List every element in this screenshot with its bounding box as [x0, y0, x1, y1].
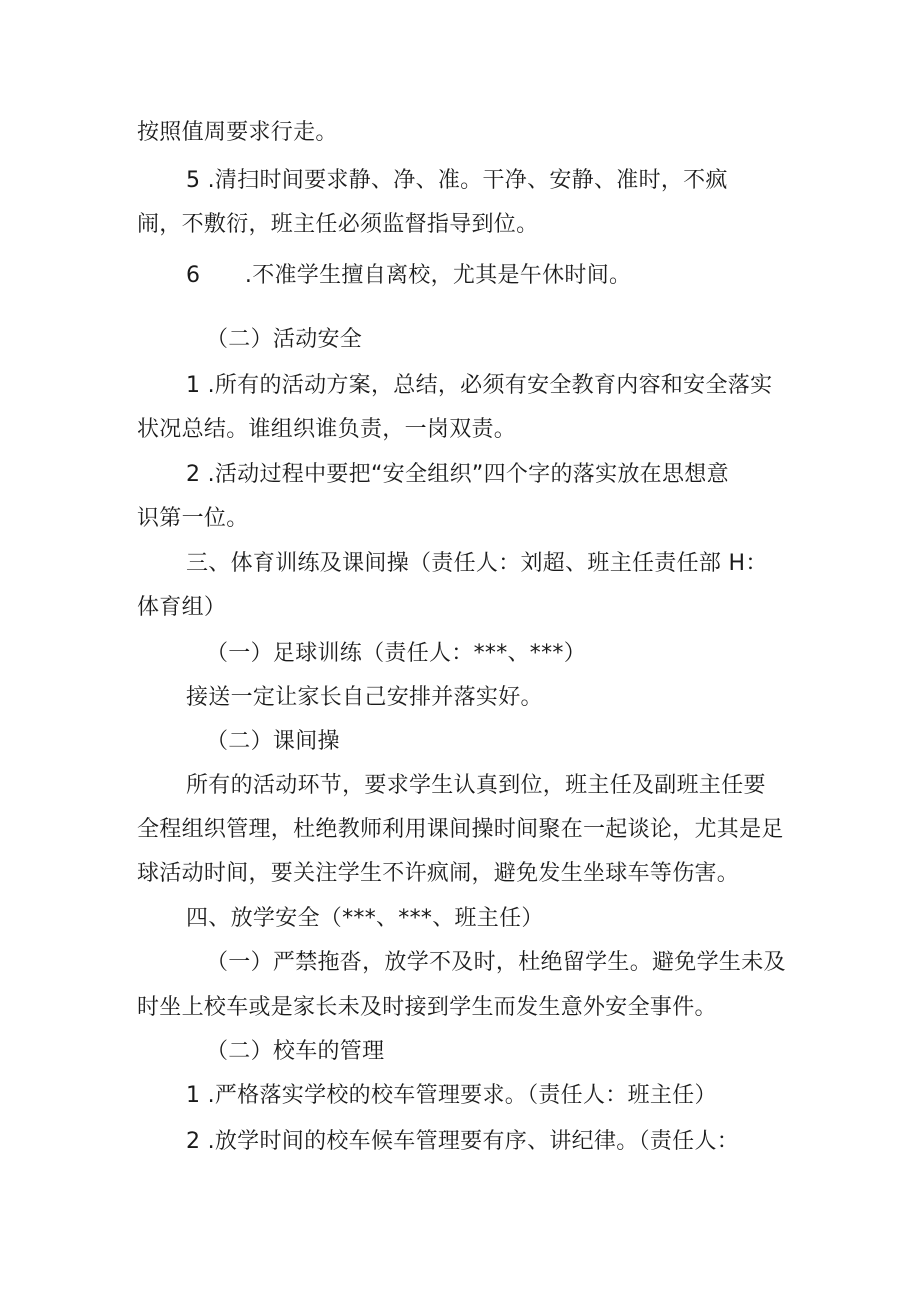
paragraph-line: 球活动时间，要关注学生不许疯闹，避免发生坐球车等伤害。 [137, 861, 740, 886]
paragraph-line: （一）严禁拖沓，放学不及时，杜绝留学生。避免学生未及 [206, 950, 786, 975]
section-heading: 四、放学安全（***、***、班主任） [186, 906, 544, 931]
paragraph-line: 所有的活动环节，要求学生认真到位，班主任及副班主任要 [186, 773, 766, 798]
paragraph-line: 全程组织管理，杜绝教师利用课间操时间聚在一起谈论，尤其是足 [137, 817, 784, 842]
section-heading: （二）校车的管理 [206, 1039, 385, 1064]
section-heading: 三、体育训练及课间操（责任人：刘超、班主任责任部 H： [186, 551, 768, 576]
paragraph-line: 体育组） [137, 595, 227, 620]
paragraph-line: 按照值周要求行走。 [137, 120, 338, 145]
paragraph-line: 闹，不敷衍，班主任必须监督指导到位。 [137, 212, 539, 237]
paragraph-line: 时坐上校车或是家长未及时接到学生而发生意外安全事件。 [137, 995, 717, 1020]
paragraph-line: 状况总结。谁组织谁负责，一岗双责。 [137, 417, 517, 442]
paragraph-line: 识第一位。 [137, 506, 249, 531]
list-item-1: 1 .所有的活动方案，总结，必须有安全教育内容和安全落实 [186, 373, 773, 398]
list-item-5: 5 .清扫时间要求静、净、准。干净、安静、准时，不疯 [186, 168, 728, 193]
list-item-1: 1 .严格落实学校的校车管理要求。（责任人：班主任） [186, 1083, 717, 1108]
section-heading: （二）活动安全 [206, 327, 363, 352]
section-heading: （二）课间操 [206, 729, 340, 754]
list-item-2: 2 .放学时间的校车候车管理要有序、讲纪律。（责任人： [186, 1129, 740, 1154]
section-heading: （一）足球训练（责任人：***、***） [206, 641, 587, 666]
list-item-6: 6 .不准学生擅自离校，尤其是午休时间。 [186, 263, 632, 288]
list-item-2: 2 .活动过程中要把“安全组织”四个字的落实放在思想意 [186, 462, 729, 487]
paragraph-line: 接送一定让家长自己安排并落实好。 [186, 685, 543, 710]
